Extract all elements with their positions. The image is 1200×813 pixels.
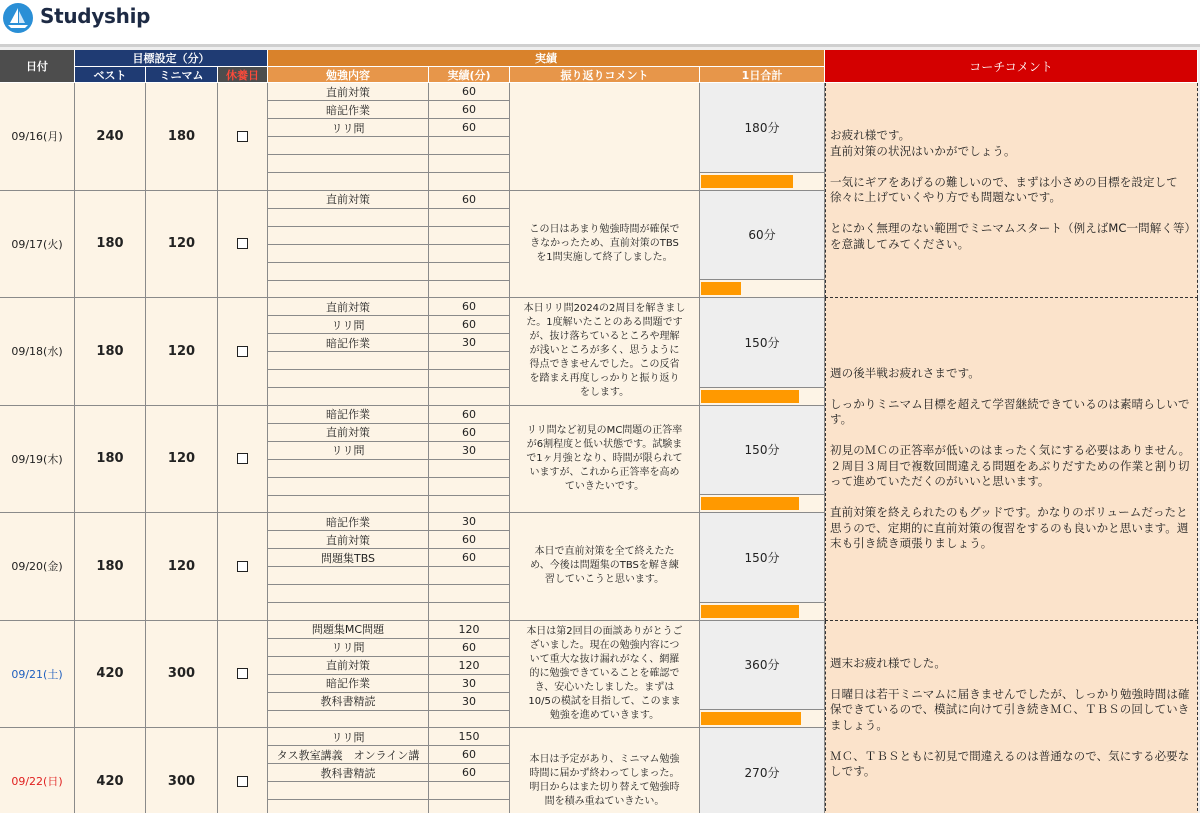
reflection-text — [530, 223, 680, 265]
header-best: ベスト — [75, 67, 146, 83]
date-cell: 09/16(月) — [0, 83, 75, 191]
best-goal-cell: 180 — [75, 298, 146, 406]
study-subject-cell[interactable] — [268, 782, 429, 800]
study-minutes-cell[interactable]: 120 — [429, 621, 510, 639]
daily-progress-bar — [700, 280, 825, 298]
study-minutes-cell[interactable] — [429, 155, 510, 173]
study-subject-cell[interactable]: 問題集TBS — [268, 549, 429, 567]
reflection-line: いますが、これから正答率を高め — [529, 466, 680, 478]
best-goal-cell: 240 — [75, 83, 146, 191]
date-cell: 09/21(土) — [0, 621, 75, 729]
study-minutes-cell[interactable] — [429, 585, 510, 603]
reflection-line: が6割程度と低い状態です。試験ま — [526, 438, 683, 450]
study-subject-cell[interactable]: 直前対策 — [268, 657, 429, 675]
header-study-content: 勉強内容 — [268, 67, 429, 83]
reflection-line: め、今後は問題集のTBSを解き練 — [530, 560, 679, 572]
study-subject-cell[interactable] — [268, 603, 429, 621]
study-minutes-cell[interactable] — [429, 567, 510, 585]
reflection-comment-cell[interactable] — [510, 83, 700, 191]
reflection-line: 的に勉強できていることを確認で — [529, 667, 680, 679]
header-rest-day: 休養日 — [218, 67, 268, 83]
study-subject-cell[interactable]: 暗記作業 — [268, 334, 429, 352]
best-goal-cell: 420 — [75, 621, 146, 729]
reflection-line: ざいました。現在の勉強内容につ — [529, 639, 680, 651]
study-subject-cell[interactable]: 直前対策 — [268, 298, 429, 316]
reflection-line: 本日で直前対策を全て終えたた — [534, 546, 675, 558]
study-subject-cell[interactable]: 問題集MC問題 — [268, 621, 429, 639]
rest-day-checkbox[interactable] — [237, 346, 248, 357]
date-cell: 09/18(水) — [0, 298, 75, 406]
study-minutes-cell[interactable] — [429, 782, 510, 800]
study-subject-cell[interactable]: リリ問 — [268, 119, 429, 137]
minimum-goal-cell: 120 — [146, 191, 218, 299]
study-minutes-cell[interactable]: 30 — [429, 513, 510, 531]
minimum-goal-cell: 300 — [146, 621, 218, 729]
study-subject-cell[interactable] — [268, 496, 429, 514]
daily-total-cell: 150分 — [700, 298, 825, 388]
daily-total-cell: 60分 — [700, 191, 825, 281]
study-minutes-cell[interactable]: 60 — [429, 83, 510, 101]
study-minutes-cell[interactable]: 30 — [429, 675, 510, 693]
reflection-line: 10/5の模試を目指して、このまま — [528, 695, 681, 707]
reflection-comment-cell[interactable] — [510, 513, 700, 621]
coach-comment-text: 週末お疲れ様でした。 日曜日は若干ミニマムに届きませんでしたが、しっかり勉強時間は確保できているので、模試に向けて引き続きＭＣ、ＴＢＳの回していきましょう。 ＭＣ、ＴＢＳともに初見で間違えるのは普通なので、気にする必要なしです。 — [830, 655, 1190, 779]
study-subject-cell[interactable]: 暗記作業 — [268, 101, 429, 119]
reflection-line: 勉強を進めていきます。 — [549, 709, 660, 721]
rest-day-cell — [218, 513, 268, 621]
study-subject-cell[interactable] — [268, 263, 429, 281]
rest-day-cell — [218, 621, 268, 729]
study-minutes-cell[interactable]: 120 — [429, 657, 510, 675]
study-subject-cell[interactable] — [268, 137, 429, 155]
study-minutes-cell[interactable] — [429, 711, 510, 729]
study-minutes-cell[interactable] — [429, 245, 510, 263]
header-goal-group: 目標設定（分） — [75, 50, 268, 67]
best-goal-cell: 180 — [75, 513, 146, 621]
study-subject-cell[interactable] — [268, 352, 429, 370]
date-cell: 09/20(金) — [0, 513, 75, 621]
reflection-line: 本日は予定があり、ミニマム勉強 — [529, 754, 680, 766]
rest-day-cell — [218, 298, 268, 406]
study-subject-cell[interactable] — [268, 460, 429, 478]
study-minutes-cell[interactable] — [429, 137, 510, 155]
header-daily-total: 1日合計 — [700, 67, 825, 83]
reflection-line: いて重大な抜け漏れがなく、網羅 — [529, 653, 680, 665]
header-coach-comment: コーチコメント — [825, 50, 1198, 83]
study-minutes-cell[interactable]: 60 — [429, 549, 510, 567]
study-subject-cell[interactable]: タス教室講義 オンライン講 — [268, 746, 429, 764]
rest-day-cell — [218, 83, 268, 191]
study-subject-cell[interactable] — [268, 478, 429, 496]
daily-progress-fill — [701, 175, 793, 188]
daily-progress-fill — [701, 497, 799, 510]
reflection-line: 得点できませんでした。この反省 — [529, 359, 680, 371]
rest-day-checkbox[interactable] — [237, 238, 248, 249]
daily-total-cell: 150分 — [700, 406, 825, 496]
study-minutes-cell[interactable]: 60 — [429, 746, 510, 764]
study-subject-cell[interactable] — [268, 209, 429, 227]
study-minutes-cell[interactable]: 60 — [429, 764, 510, 782]
study-subject-cell[interactable] — [268, 155, 429, 173]
study-log-sheet — [0, 44, 1200, 813]
study-subject-cell[interactable]: 直前対策 — [268, 83, 429, 101]
date-cell: 09/19(木) — [0, 406, 75, 514]
reflection-comment-cell[interactable] — [510, 728, 700, 813]
reflection-text — [530, 545, 679, 587]
reflection-comment-cell[interactable] — [510, 191, 700, 299]
study-subject-cell[interactable] — [268, 245, 429, 263]
study-minutes-cell[interactable] — [429, 281, 510, 299]
minimum-goal-cell: 120 — [146, 298, 218, 406]
coach-comment-box[interactable] — [825, 298, 1198, 621]
reflection-text — [526, 424, 682, 494]
study-minutes-cell[interactable]: 60 — [429, 406, 510, 424]
minimum-goal-cell: 120 — [146, 406, 218, 514]
study-subject-cell[interactable] — [268, 585, 429, 603]
coach-comment-box[interactable] — [825, 621, 1198, 813]
study-minutes-cell[interactable] — [429, 263, 510, 281]
reflection-line: で1ヶ月強となり、時間が限られて — [526, 452, 683, 464]
study-minutes-cell[interactable]: 60 — [429, 424, 510, 442]
rest-day-cell — [218, 728, 268, 813]
reflection-line: を踏まえ再度しっかりと振り返り — [529, 373, 680, 385]
best-goal-cell: 180 — [75, 191, 146, 299]
reflection-text — [530, 753, 680, 809]
study-subject-cell[interactable] — [268, 711, 429, 729]
best-goal-cell: 180 — [75, 406, 146, 514]
reflection-comment-cell[interactable] — [510, 298, 700, 406]
study-subject-cell[interactable] — [268, 567, 429, 585]
date-cell: 09/22(日) — [0, 728, 75, 813]
study-subject-cell[interactable] — [268, 227, 429, 245]
study-subject-cell[interactable]: 直前対策 — [268, 191, 429, 209]
study-minutes-cell[interactable] — [429, 496, 510, 514]
reflection-line: 習していこうと思います。 — [544, 574, 665, 586]
study-subject-cell[interactable]: リリ問 — [268, 442, 429, 460]
header-actual-minutes: 実績(分) — [429, 67, 510, 83]
study-minutes-cell[interactable] — [429, 460, 510, 478]
minimum-goal-cell: 300 — [146, 728, 218, 813]
daily-progress-fill — [701, 712, 801, 725]
study-minutes-cell[interactable]: 60 — [429, 101, 510, 119]
study-minutes-cell[interactable]: 60 — [429, 531, 510, 549]
study-minutes-cell[interactable] — [429, 800, 510, 813]
header-minimum: ミニマム — [146, 67, 218, 83]
rest-day-checkbox[interactable] — [237, 776, 248, 787]
study-minutes-cell[interactable] — [429, 388, 510, 406]
daily-progress-fill — [701, 282, 741, 295]
daily-progress-bar — [700, 710, 825, 728]
study-subject-cell[interactable]: リリ問 — [268, 728, 429, 746]
reflection-line: き、安心いたしました。まずは — [534, 681, 675, 693]
study-subject-cell[interactable]: 教科書精読 — [268, 693, 429, 711]
reflection-line: ていきたいです。 — [564, 480, 645, 492]
reflection-line: リリ問など初見のMC問題の正答率 — [526, 424, 683, 436]
study-minutes-cell[interactable]: 150 — [429, 728, 510, 746]
daily-progress-bar — [700, 603, 825, 621]
study-subject-cell[interactable] — [268, 800, 429, 813]
study-subject-cell[interactable]: リリ問 — [268, 639, 429, 657]
reflection-line: をします。 — [579, 387, 630, 399]
study-minutes-cell[interactable]: 60 — [429, 298, 510, 316]
reflection-comment-cell[interactable] — [510, 406, 700, 514]
study-minutes-cell[interactable]: 60 — [429, 119, 510, 137]
study-minutes-cell[interactable] — [429, 227, 510, 245]
minimum-goal-cell: 180 — [146, 83, 218, 191]
sailboat-logo-icon — [3, 3, 33, 33]
reflection-line: この日はあまり勉強時間が確保で — [529, 223, 680, 235]
reflection-line: が浅いところが多く、思うように — [529, 345, 680, 357]
study-subject-cell[interactable] — [268, 281, 429, 299]
study-minutes-cell[interactable]: 30 — [429, 334, 510, 352]
coach-comment-box[interactable] — [825, 83, 1198, 298]
study-minutes-cell[interactable] — [429, 478, 510, 496]
reflection-text — [524, 302, 686, 400]
study-minutes-cell[interactable]: 60 — [429, 316, 510, 334]
reflection-line: 時間に届かず終わってしまった。 — [529, 768, 680, 780]
study-minutes-cell[interactable]: 30 — [429, 442, 510, 460]
reflection-line: が、抜け落ちているところや理解 — [529, 331, 680, 343]
reflection-line: を1問実施して終了しました。 — [536, 251, 673, 263]
reflection-line: 本日は第2回目の面談ありがとうご — [526, 625, 683, 637]
reflection-comment-cell[interactable] — [510, 621, 700, 729]
rest-day-cell — [218, 191, 268, 299]
rest-day-checkbox[interactable] — [237, 668, 248, 679]
study-subject-cell[interactable] — [268, 370, 429, 388]
reflection-line: た。1度解いたことのある問題です — [526, 317, 683, 329]
daily-progress-bar — [700, 495, 825, 513]
coach-comment-text: お疲れ様です。 直前対策の状況はいかがでしょう。 一気にギアをあげるの難しいので、まずは小さめの目標を設定して徐々に上げていくやり方でも問題ないです。 とにかく無理のない範囲でミニマムスタート（例えばMC一問解く等）を意識してみてください。 — [830, 128, 1191, 251]
reflection-line: 間を積み重ねていきたい。 — [544, 796, 665, 808]
study-minutes-cell[interactable] — [429, 352, 510, 370]
study-subject-cell[interactable]: 暗記作業 — [268, 513, 429, 531]
study-minutes-cell[interactable]: 60 — [429, 639, 510, 657]
study-subject-cell[interactable] — [268, 388, 429, 406]
coach-comment-text: 週の後半戦お疲れさまです。 しっかりミニマム目標を超えて学習継続できているのは素晴らしいです。 初見のＭＣの正答率が低いのはまったく気にする必要はありません。２周目３周目で複数回間違える問題をあぶりだすための作業と割り切って進めていただくのがいいと思います。 直前対策を終えられたのもグッドです。かなりのボリュームだったと思うので、定期的に直前対策の復習をするのも良いかと思います。週末も引き続き頑張りましょう。 — [830, 365, 1191, 551]
study-minutes-cell[interactable] — [429, 173, 510, 191]
header-reflection: 振り返りコメント — [510, 67, 700, 83]
rest-day-checkbox[interactable] — [237, 453, 248, 464]
daily-progress-bar — [700, 388, 825, 406]
study-minutes-cell[interactable] — [429, 603, 510, 621]
study-minutes-cell[interactable] — [429, 209, 510, 227]
minimum-goal-cell: 120 — [146, 513, 218, 621]
daily-progress-fill — [701, 605, 799, 618]
daily-total-cell: 270分 — [700, 728, 825, 813]
study-minutes-cell[interactable]: 30 — [429, 693, 510, 711]
rest-day-checkbox[interactable] — [237, 561, 248, 572]
study-minutes-cell[interactable] — [429, 370, 510, 388]
study-subject-cell[interactable] — [268, 173, 429, 191]
brand-bar — [0, 0, 1200, 44]
daily-total-cell: 360分 — [700, 621, 825, 711]
study-subject-cell[interactable]: 教科書精読 — [268, 764, 429, 782]
header-date: 日付 — [0, 50, 75, 83]
study-subject-cell[interactable]: 暗記作業 — [268, 675, 429, 693]
reflection-line: 本日リリ問2024の2周目を解きまし — [523, 303, 686, 315]
study-subject-cell[interactable]: 暗記作業 — [268, 406, 429, 424]
study-subject-cell[interactable]: 直前対策 — [268, 424, 429, 442]
rest-day-cell — [218, 406, 268, 514]
daily-progress-bar — [700, 173, 825, 191]
date-cell: 09/17(火) — [0, 191, 75, 299]
reflection-text — [526, 625, 682, 723]
study-minutes-cell[interactable]: 60 — [429, 191, 510, 209]
daily-progress-fill — [701, 390, 799, 403]
best-goal-cell: 420 — [75, 728, 146, 813]
reflection-line: 明日からはまた切り替えて勉強時 — [529, 782, 680, 794]
rest-day-checkbox[interactable] — [237, 131, 248, 142]
study-subject-cell[interactable]: リリ問 — [268, 316, 429, 334]
daily-total-cell: 150分 — [700, 513, 825, 603]
header-actual-group: 実績 — [268, 50, 825, 67]
daily-total-cell: 180分 — [700, 83, 825, 173]
brand-name: Studyship — [40, 4, 151, 28]
reflection-line: きなかったため、直前対策のTBS — [530, 237, 679, 249]
study-subject-cell[interactable]: 直前対策 — [268, 531, 429, 549]
